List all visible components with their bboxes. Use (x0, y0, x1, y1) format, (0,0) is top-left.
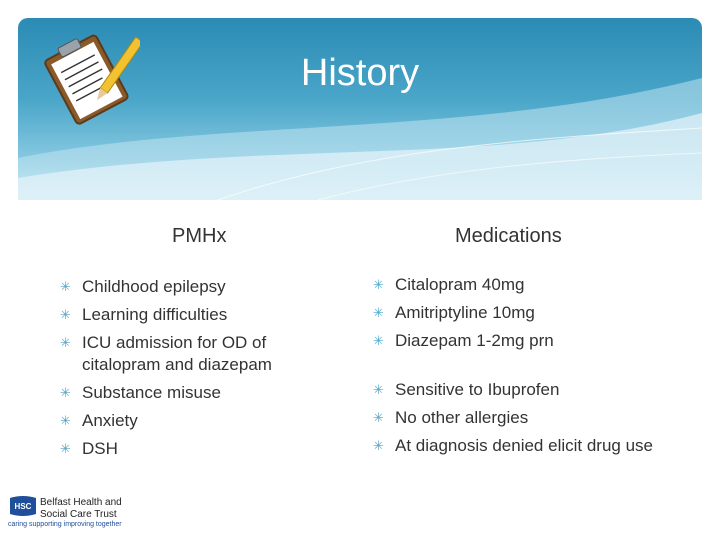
list-item: ✳ Diazepam 1-2mg prn (373, 331, 554, 350)
list-item: ✳ At diagnosis denied elicit drug use (373, 436, 653, 455)
medications-list (373, 274, 673, 358)
asterisk-bullet-icon: ✳ (373, 438, 384, 453)
list-item: ✳ ICU admission for OD of citalopram and diazepam (60, 333, 272, 374)
list-item: ✳ Anxiety (60, 411, 138, 430)
svg-text:HSC: HSC (14, 502, 32, 511)
pmhx-heading: PMHx (172, 225, 227, 247)
list-item: ✳ Amitriptyline 10mg (373, 303, 535, 322)
asterisk-bullet-icon: ✳ (60, 307, 71, 322)
asterisk-bullet-icon: ✳ (60, 413, 71, 428)
asterisk-bullet-icon: ✳ (373, 277, 384, 292)
pmhx-list (60, 276, 310, 466)
list-item: ✳ Substance misuse (60, 383, 221, 402)
asterisk-bullet-icon: ✳ (60, 385, 71, 400)
list-item: ✳ Citalopram 40mg (373, 275, 525, 294)
asterisk-bullet-icon: ✳ (60, 279, 71, 294)
asterisk-bullet-icon: ✳ (373, 333, 384, 348)
trust-name: Belfast Health and Social Care Trust (40, 497, 122, 520)
asterisk-bullet-icon: ✳ (60, 335, 71, 350)
hsc-logo (8, 494, 38, 518)
list-item: ✳ Learning difficulties (60, 305, 228, 324)
list-item: ✳ DSH (60, 439, 118, 458)
header-banner (18, 18, 702, 200)
asterisk-bullet-icon: ✳ (373, 410, 384, 425)
list-item: ✳ No other allergies (373, 408, 529, 427)
asterisk-bullet-icon: ✳ (373, 305, 384, 320)
asterisk-bullet-icon: ✳ (60, 441, 71, 456)
list-item: ✳ Childhood epilepsy (60, 277, 226, 296)
asterisk-bullet-icon: ✳ (373, 382, 384, 397)
slide-title: History (300, 52, 420, 94)
trust-tagline: caring supporting improving together (8, 521, 122, 528)
list-item: ✳ Sensitive to Ibuprofen (373, 380, 560, 399)
allergies-list (373, 379, 673, 463)
medications-heading: Medications (455, 225, 562, 247)
